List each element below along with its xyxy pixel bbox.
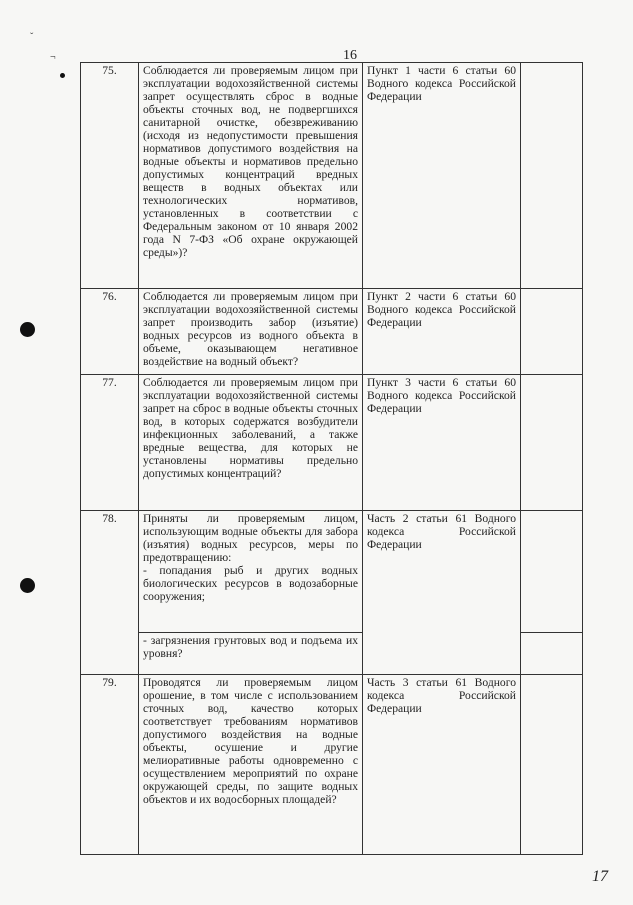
- hole-punch-mark: [20, 322, 35, 337]
- row-reference: Пункт 3 части 6 статьи 60 Водного кодекса Российской Федерации: [363, 375, 521, 511]
- row-reference: Пункт 1 части 6 статьи 60 Водного кодекса Российской Федерации: [363, 63, 521, 289]
- row-number: 78.: [81, 511, 139, 675]
- row-question: Проводятся ли проверяемым лицом орошение, в том числе с использованием сточных вод, качество которых соответствует требованиям нормативов допустимого воздействия на водные объекты, осушение и другие мелиоративные работы одновременно с осуществлением мероприятий по охране окружающей среды, по защите водных объектов и их водосборных площадей?: [139, 675, 363, 855]
- checklist-table: [80, 62, 583, 855]
- row-question: Соблюдается ли проверяемым лицом при эксплуатации водохозяйственной системы запрет производить забор (изъятие) водных ресурсов из водного объекта в объеме, оказывающем негативное воздействие на водный объект?: [139, 289, 363, 375]
- row-number: 75.: [81, 63, 139, 289]
- table-row: [81, 675, 583, 855]
- scan-mark: ˇ: [30, 32, 34, 43]
- row-reference: Часть 2 статьи 61 Водного кодекса Российской Федерации: [363, 511, 521, 675]
- scan-mark: ¬: [50, 52, 56, 63]
- row-answer-cell: [521, 675, 583, 855]
- table-row: [81, 375, 583, 511]
- row-question: Соблюдается ли проверяемым лицом при эксплуатации водохозяйственной системы запрет на сброс в водные объекты сточных вод, в которых содержатся возбудители инфекционных заболеваний, а также вредные вещества, для которых не установлены нормативы предельно допустимых концентраций?: [139, 375, 363, 511]
- row-answer-cell: [521, 633, 583, 675]
- row-answer-cell: [521, 511, 583, 633]
- row-answer-cell: [521, 375, 583, 511]
- row-number: 77.: [81, 375, 139, 511]
- row-number: 76.: [81, 289, 139, 375]
- table-row: [81, 63, 583, 289]
- hole-punch-mark: [20, 578, 35, 593]
- row-answer-cell: [521, 63, 583, 289]
- row-reference: Пункт 2 части 6 статьи 60 Водного кодекса Российской Федерации: [363, 289, 521, 375]
- scan-mark: [60, 73, 65, 78]
- table-row: [81, 511, 583, 633]
- table-row: [81, 289, 583, 375]
- row-number: 79.: [81, 675, 139, 855]
- row-question: Соблюдается ли проверяемым лицом при эксплуатации водохозяйственной системы запрет осуществлять сброс в водные объекты сточных вод, не подвергшихся санитарной очистке, обезвреживанию (исходя из недопустимости превышения нормативов допустимого воздействия на водные объекты и нормативов предельно допустимых концентраций вредных веществ в водных объектах или технологических нормативов, установленных в соответствии с Федеральным законом от 10 января 2002 года N 7-ФЗ «Об охране окружающей среды»)?: [139, 63, 363, 289]
- page-number: 16: [343, 48, 357, 63]
- handwritten-page-number: 17: [592, 868, 608, 885]
- row-question: Приняты ли проверяемым лицом, использующим водные объекты для забора (изъятия) водных ресурсов, меры по предотвращению: - попадания рыб и других водных биологических ресурсов в водозаборные сооружения;: [139, 511, 363, 633]
- row-reference: Часть 3 статьи 61 Водного кодекса Российской Федерации: [363, 675, 521, 855]
- row-question-sub: - загрязнения грунтовых вод и подъема их уровня?: [139, 633, 363, 675]
- row-answer-cell: [521, 289, 583, 375]
